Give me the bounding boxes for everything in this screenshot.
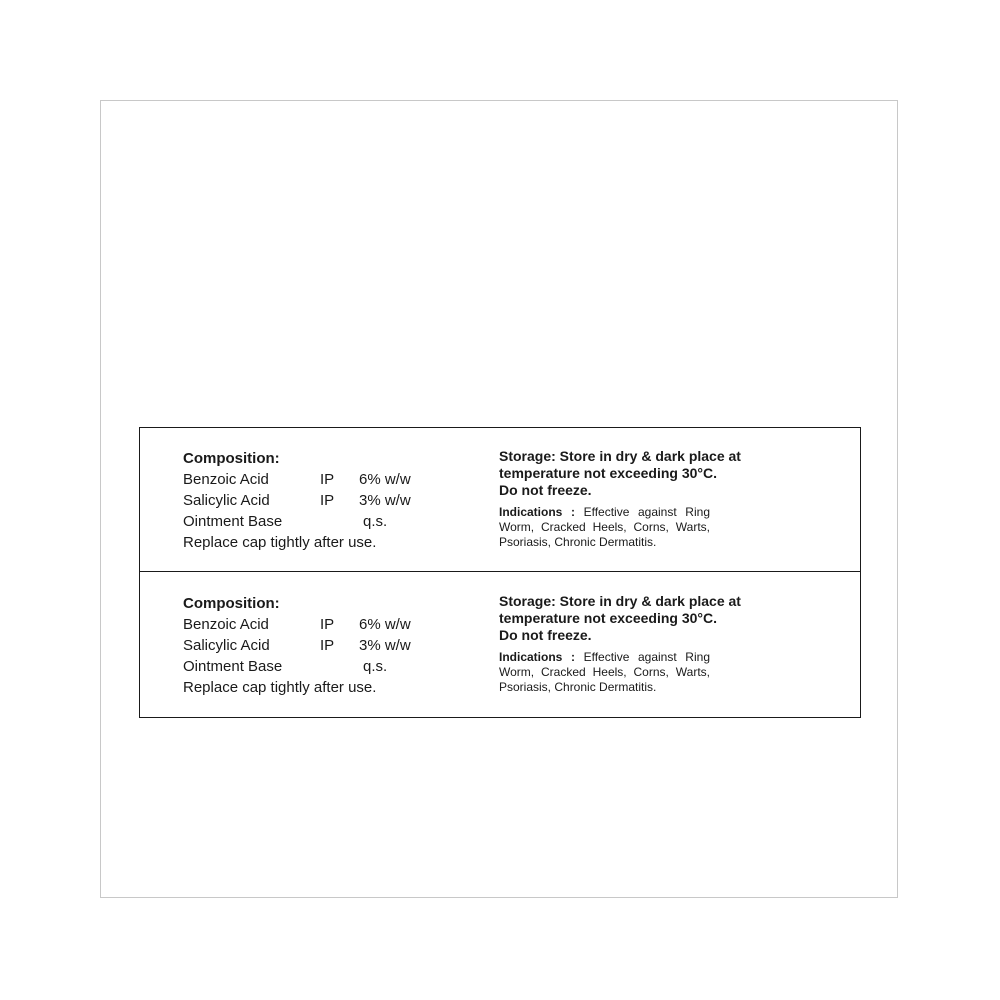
indications xyxy=(499,650,710,695)
composition-title: Composition: xyxy=(183,595,280,612)
composition-block xyxy=(183,448,483,553)
ingredient-amount: 3% w/w xyxy=(359,492,411,509)
ingredient-name: Ointment Base xyxy=(183,513,283,530)
indications-text: Effective against Ring Worm, Cracked Heels, Corns, Warts, Psoriasis, Chronic Dermatitis. xyxy=(499,505,710,549)
composition-block xyxy=(183,593,483,698)
ingredient-amount: q.s. xyxy=(363,658,388,675)
ingredient-amount: q.s. xyxy=(363,513,388,530)
ingredient-standard: IP xyxy=(320,637,335,654)
ingredient-name: Benzoic Acid xyxy=(183,616,269,633)
label-sheet xyxy=(139,427,861,718)
ingredient-name: Ointment Base xyxy=(183,658,283,675)
ingredient-row xyxy=(183,469,483,490)
ingredient-row xyxy=(183,614,483,635)
indications xyxy=(499,505,710,550)
indications-label: Indications : xyxy=(499,650,575,664)
ingredient-amount: 3% w/w xyxy=(359,637,411,654)
ingredient-name: Benzoic Acid xyxy=(183,471,269,488)
storage-note: Replace cap tightly after use. xyxy=(183,534,377,551)
composition-title: Composition: xyxy=(183,450,280,467)
label-divider xyxy=(140,571,860,572)
storage-line: Storage: Store in dry & dark place at xyxy=(499,593,741,609)
storage-note: Replace cap tightly after use. xyxy=(183,679,377,696)
ingredient-name: Salicylic Acid xyxy=(183,637,270,654)
storage-line: Storage: Store in dry & dark place at xyxy=(499,448,741,464)
storage-line: temperature not exceeding 30°C. xyxy=(499,610,717,626)
ingredient-amount: 6% w/w xyxy=(359,471,411,488)
ingredient-name: Salicylic Acid xyxy=(183,492,270,509)
ingredient-row xyxy=(183,656,483,677)
ingredient-row xyxy=(183,511,483,532)
ingredient-standard: IP xyxy=(320,471,335,488)
ingredient-row xyxy=(183,635,483,656)
storage-line: Do not freeze. xyxy=(499,627,592,643)
storage-line: temperature not exceeding 30°C. xyxy=(499,465,717,481)
storage-line: Do not freeze. xyxy=(499,482,592,498)
label-panel-bottom xyxy=(140,573,860,718)
label-panel-top xyxy=(140,428,860,573)
ingredient-standard: IP xyxy=(320,616,335,633)
storage-block xyxy=(499,448,759,550)
ingredient-row xyxy=(183,490,483,511)
ingredient-amount: 6% w/w xyxy=(359,616,411,633)
storage-block xyxy=(499,593,759,695)
ingredient-standard: IP xyxy=(320,492,335,509)
indications-text: Effective against Ring Worm, Cracked Heels, Corns, Warts, Psoriasis, Chronic Dermatitis. xyxy=(499,650,710,694)
indications-label: Indications : xyxy=(499,505,575,519)
